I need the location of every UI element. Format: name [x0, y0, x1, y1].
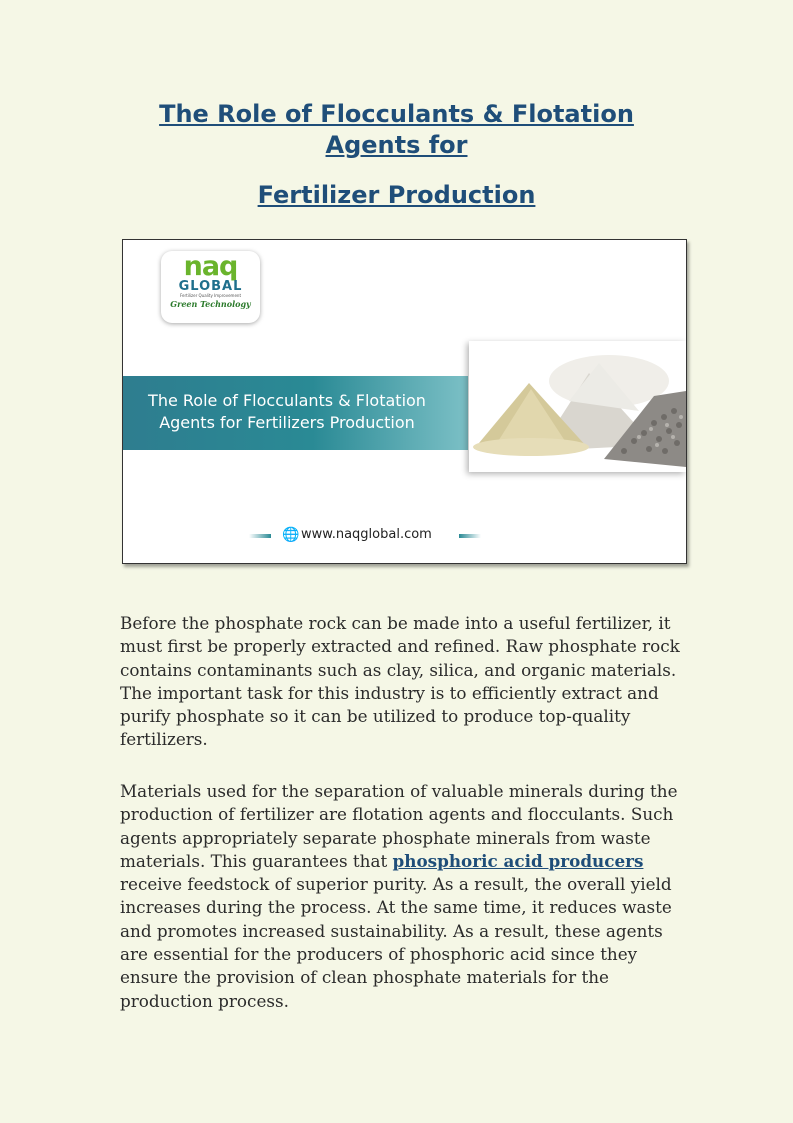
paragraph-1: Before the phosphate rock can be made into a useful fertilizer, it must first be properly extracted and refined. Raw phosphate rock contains contaminants such as clay, silica, and organic materials. The important task for this industry is to efficiently extract and purify phosphate so it can be utilized to produce top-quality fertilizers. — [120, 613, 680, 750]
website-url: www.naqglobal.com — [301, 527, 432, 542]
fertilizer-piles-illustration — [469, 341, 686, 472]
paragraph-2-text-after: receive feedstock of superior purity. As a result, the overall yield increases during the process. At the same time, it reduces waste and promotes increased sustainability. As a result, these agents are essential for the producers of phosphoric acid since they ensure the provision of clean phosphate materials for the production process. — [120, 874, 672, 1011]
logo-green-technology: Green Technology — [170, 299, 251, 309]
accent-bar-right — [459, 534, 481, 538]
paragraph-2-text-before: Materials used for the separation of valuable minerals during the production of fertilizer are flotation agents and flocculants. Such agents appropriately separate phosphate minerals from waste materials. This guarantees that — [120, 781, 678, 871]
document-title-line1[interactable]: The Role of Flocculants & Flotation Agents for — [159, 100, 634, 159]
accent-bar-left — [249, 534, 271, 538]
website-footer — [249, 526, 481, 546]
logo-global-text: GLOBAL — [178, 279, 243, 294]
fertilizer-photo — [469, 341, 686, 472]
featured-image — [122, 239, 687, 564]
naq-global-logo — [161, 251, 260, 323]
phosphoric-acid-producers-link[interactable]: phosphoric acid producers — [392, 850, 644, 871]
logo-naq-text: naq — [183, 251, 238, 282]
title-banner — [123, 376, 468, 450]
paragraph-2 — [120, 780, 680, 1013]
banner-text: The Role of Flocculants & Flotation Agents for Fertilizers Production — [148, 391, 426, 432]
document-title-line2[interactable]: Fertilizer Production — [257, 181, 536, 209]
globe-icon: 🌐 — [282, 527, 300, 543]
logo-tagline: Fertilizer Quality Improvement — [179, 293, 242, 298]
